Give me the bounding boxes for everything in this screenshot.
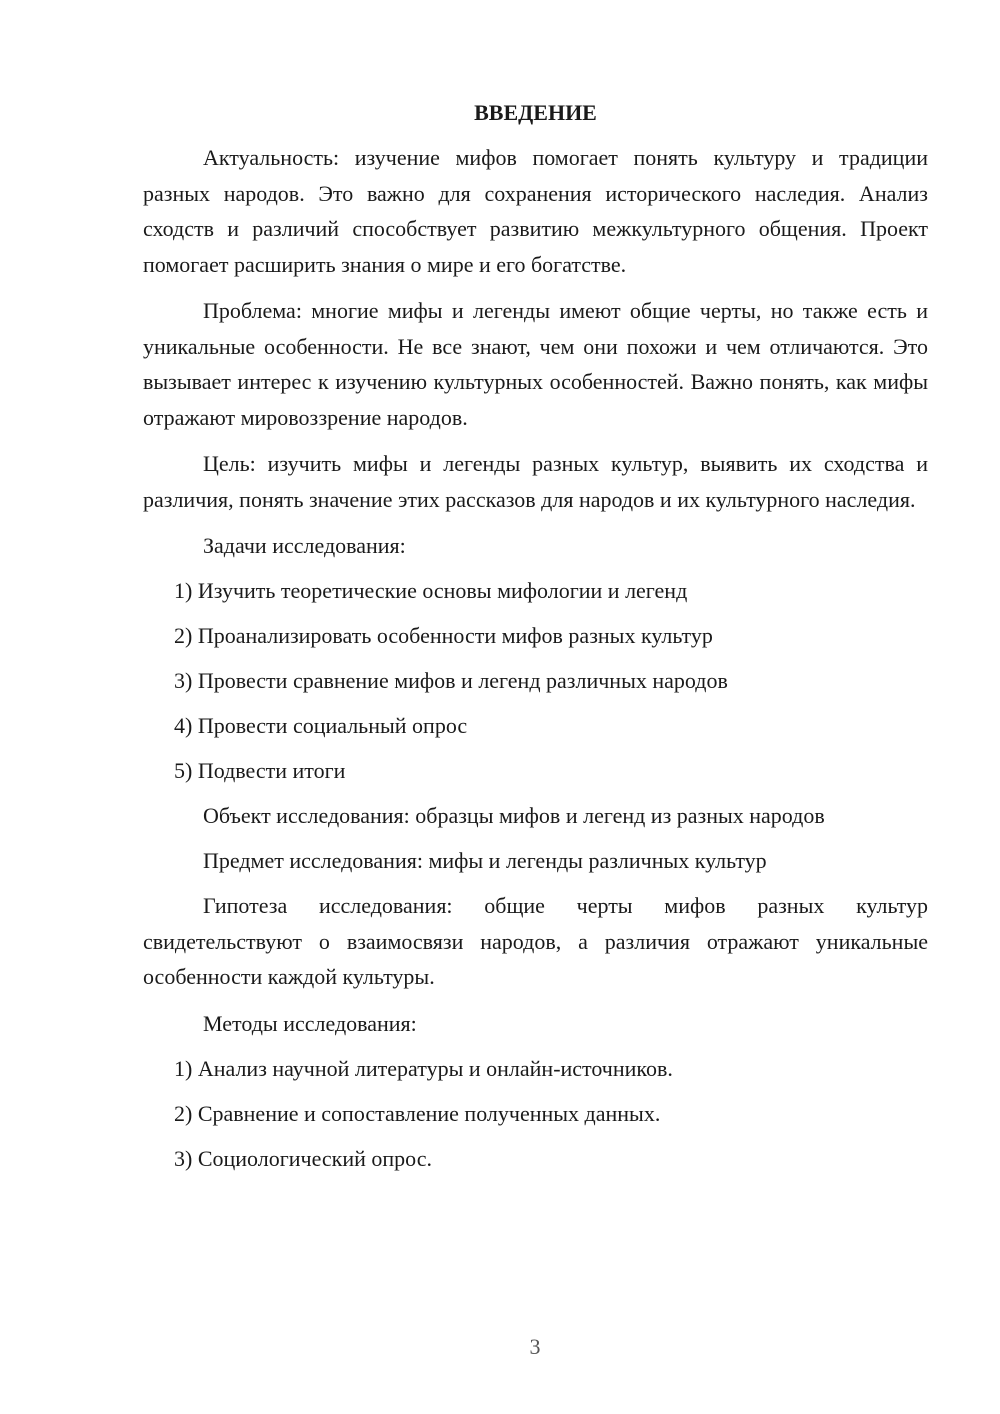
- task-item: 1) Изучить теоретические основы мифологии и легенд: [174, 578, 688, 603]
- task-item: 5) Подвести итоги: [174, 758, 346, 783]
- research-object: Объект исследования: образцы мифов и легенд из разных народов: [203, 803, 825, 828]
- relevance-paragraph: Актуальность: изучение мифов помогает понять культуру и традиции разных народов. Это важно для сохранения исторического наследия. Анализ сходств и различий способствует развитию межкультурного общения. Проект помогает расширить знания о мире и его богатстве.: [143, 145, 928, 277]
- page-number: 3: [529, 1334, 541, 1359]
- method-item: 3) Социологический опрос.: [174, 1145, 432, 1171]
- tasks-heading: Задачи исследования:: [203, 533, 406, 558]
- methods-list: [143, 1051, 928, 1176]
- task-item: 2) Проанализировать особенности мифов разных культур: [174, 623, 713, 648]
- page-title: ВВЕДЕНИЕ: [474, 100, 597, 125]
- page-content: [143, 95, 928, 1186]
- research-subject: Предмет исследования: мифы и легенды различных культур: [203, 848, 767, 873]
- goal-paragraph: Цель: изучить мифы и легенды разных культур, выявить их сходства и различия, понять значение этих рассказов для народов и их культурного наследия.: [143, 451, 928, 512]
- method-item: 2) Сравнение и сопоставление полученных данных.: [174, 1100, 661, 1126]
- task-item: 4) Провести социальный опрос: [174, 713, 468, 738]
- problem-paragraph: Проблема: многие мифы и легенды имеют общие черты, но также есть и уникальные особенности. Не все знают, чем они похожи и чем отличаются. Это вызывает интерес к изучению культурных особенностей. Важно понять, как мифы отражают мировоззрение народов.: [143, 298, 928, 430]
- task-item: 3) Провести сравнение мифов и легенд различных народов: [174, 668, 728, 693]
- tasks-list: [143, 573, 928, 788]
- hypothesis-paragraph: Гипотеза исследования: общие черты мифов разных культур свидетельствуют о взаимосвязи народов, а различия отражают уникальные особенности каждой культуры.: [143, 893, 928, 989]
- methods-heading: Методы исследования:: [203, 1010, 417, 1036]
- method-item: 1) Анализ научной литературы и онлайн-источников.: [174, 1055, 673, 1081]
